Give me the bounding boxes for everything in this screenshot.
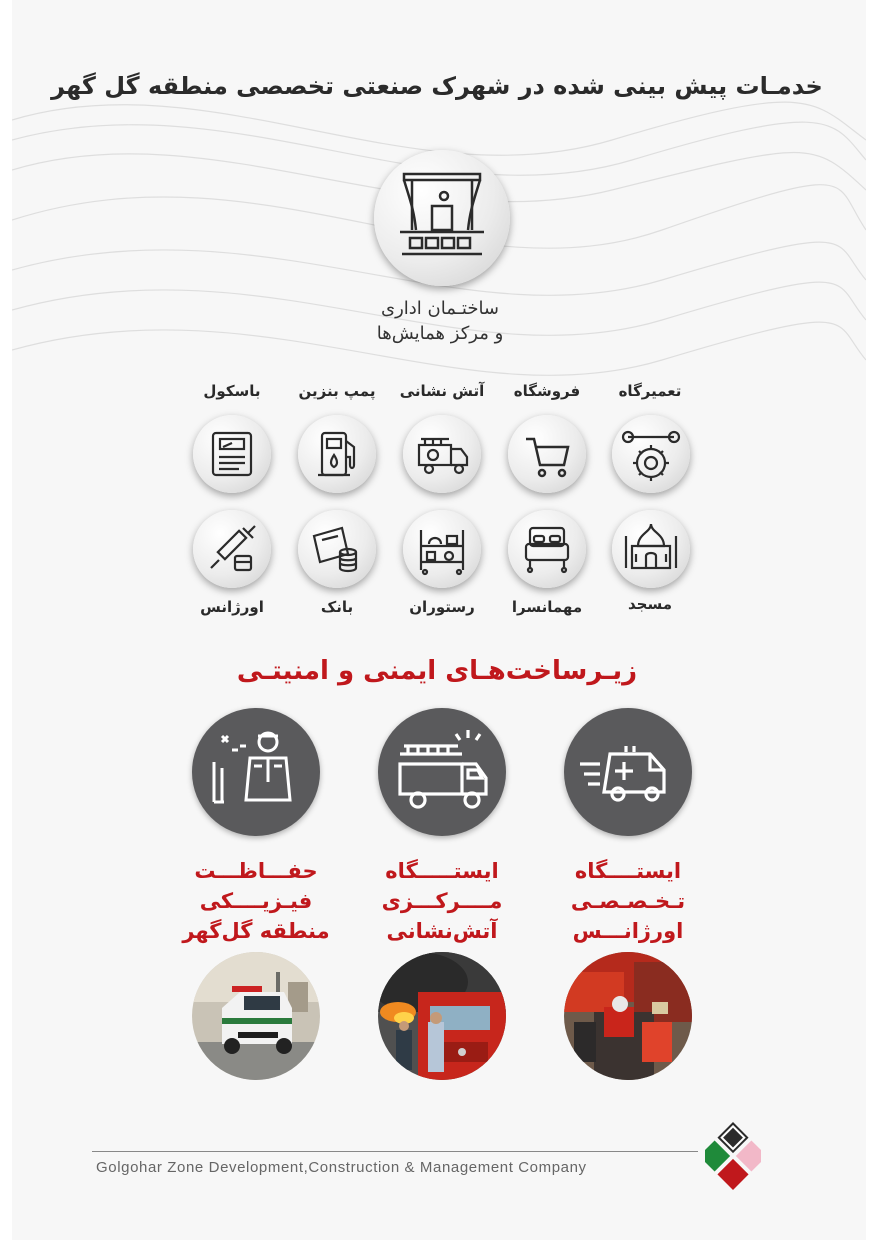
repair-circle [612, 415, 690, 493]
emergency-station-line2: تـخـصـصـی [570, 889, 686, 913]
security-circle [192, 708, 320, 836]
fire-engine-icon [378, 708, 506, 836]
page-title: خدمـات پیش بینی شده در شهرک صنعتی تخصصی منطقه گل گهر [51, 72, 823, 100]
shopping-cart-icon [508, 415, 586, 493]
conference-circle [374, 150, 510, 286]
fire-engine-circle [378, 708, 506, 836]
conference-label-line1: ساختـمان اداری [380, 298, 500, 319]
emergency-station-line1: ایستــــگاه [574, 859, 682, 883]
service-label-hotel: مهمانسرا [511, 598, 583, 616]
company-name: Golgohar Zone Development,Construction & Management Company [96, 1159, 587, 1176]
syringe-icon [193, 510, 271, 588]
bank-circle [298, 510, 376, 588]
service-label-scale: باسکول [203, 382, 261, 400]
service-label-firestation: آتش نشانی [399, 382, 485, 400]
ambulance-icon [564, 708, 692, 836]
service-label-repair: تعمیرگاه [618, 382, 682, 400]
conference-hall-icon [374, 150, 510, 286]
mosque-circle [612, 510, 690, 588]
emergency-rescue-photo [564, 952, 692, 1080]
fuel-pump-icon [298, 415, 376, 493]
service-label-gas: پمپ بنزین [298, 382, 376, 400]
footer-divider [92, 1151, 698, 1152]
central-fire-station-line1: ایستـــــگاه [385, 859, 499, 883]
store-circle [508, 415, 586, 493]
food-cart-icon [403, 510, 481, 588]
emergency-station-label [553, 856, 703, 946]
service-label-bank: بانک [320, 598, 354, 616]
gas-circle [298, 415, 376, 493]
physical-protection-label [181, 856, 331, 946]
wrench-gear-icon [612, 415, 690, 493]
physical-protection-line3: منطقه گل‌گهر [182, 919, 330, 943]
company-logo [705, 1120, 761, 1192]
safety-section-title: زیـرساخت‌هـای ایمنی و امنیتـی [236, 656, 638, 686]
service-label-store: فروشگاه [513, 382, 581, 400]
scale-circle [193, 415, 271, 493]
fire-station-photo [378, 952, 506, 1080]
security-guard-icon [192, 708, 320, 836]
hotel-bed-icon [508, 510, 586, 588]
physical-protection-line2: فیـزیــــکی [199, 889, 313, 913]
scale-icon [193, 415, 271, 493]
service-label-emergency: اورژانس [200, 598, 264, 616]
conference-label-line2: و مرکز همایش‌ها [376, 323, 504, 344]
service-label-restaurant: رستوران [409, 598, 475, 616]
hotel-circle [508, 510, 586, 588]
conference-label [360, 296, 520, 346]
ambulance-circle [564, 708, 692, 836]
central-fire-station-line3: آتش‌نشانی [386, 919, 498, 943]
mosque-icon [612, 510, 690, 588]
bank-money-icon [298, 510, 376, 588]
firestation-circle [403, 415, 481, 493]
fire-truck-icon [403, 415, 481, 493]
restaurant-circle [403, 510, 481, 588]
physical-protection-line1: حفـــاظـــت [194, 859, 318, 883]
central-fire-station-label [367, 856, 517, 946]
central-fire-station-line2: مــــرکـــزی [381, 889, 503, 913]
patrol-vehicle-photo [192, 952, 320, 1080]
emergency-circle [193, 510, 271, 588]
emergency-station-line3: اورژانـــس [572, 919, 684, 943]
service-label-mosque: مسجد [627, 595, 673, 613]
